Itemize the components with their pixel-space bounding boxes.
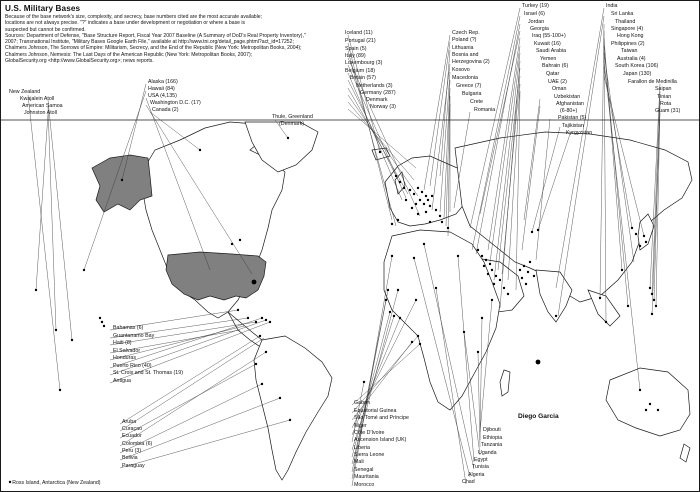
place-label: Guantanamo Bay [113,333,155,339]
place-label: Senegal [354,467,374,473]
place-label: Chad [462,479,475,485]
place-label: Norway (3) [370,104,396,110]
place-label: Bosnia and [452,52,479,58]
place-label: Denmark [366,97,388,103]
place-label: Bulgaria [462,91,482,97]
place-label: Japan (130) [623,71,652,77]
sources-line: Chalmers Johnson, The Sorrows of Empire: Militarism, Secrecy, and the End of the Republic (New York: Metropolitan Books, 2004); [5,45,302,52]
place-label: India [606,3,618,9]
place-label: New Zealand [9,89,41,95]
place-label: Kosovo [452,67,470,73]
place-label: Britain (57) [350,75,376,81]
place-label: Sierra Leone [354,452,385,458]
place-label: Niger [354,423,367,429]
place-label: Kuwait (16) [534,41,561,47]
place-label: South Korea (106) [615,63,659,69]
map-intro [5,14,345,64]
place-label: Mali [354,459,364,465]
place-label: Egypt [474,457,488,463]
place-label: Peru (3) [122,448,142,454]
place-label: Lithuania [452,45,474,51]
place-label: Guam (31) [655,108,681,114]
place-label: Colombia (6) [122,441,153,447]
new-zealand-land [680,444,690,462]
place-label: Morocco [354,482,375,488]
place-label: Jordan [528,19,545,25]
place-label: Iceland (11) [345,30,373,36]
place-label: Crete [470,99,483,105]
place-label: UAE (2) [548,79,567,85]
place-label: Kyrgyzstan [566,130,593,136]
place-label: Macedonia [452,75,478,81]
place-label: Washington D.C. (17) [150,100,201,106]
contiguous-us-shape [166,252,266,300]
intro-line: locations are not always precise. "?" indicates a base under development or negotiation or where a base is [5,20,246,27]
place-label: Curaçao [122,426,143,432]
southeast-asia-land [588,290,620,326]
place-label: Mauritania [354,474,379,480]
place-label: Tajikistan [562,123,584,129]
place-label: Kwajalein Atoll [20,96,55,102]
place-label: Canada (2) [152,107,179,113]
place-label: Ecuador [122,433,142,439]
place-label: Turkey (19) [522,3,549,9]
place-label: Iraq (55-100+) [532,33,566,39]
place-label: Oman [552,86,567,92]
place-label: Puerto Rico (40) [113,363,152,369]
place-label: El Salvador [113,348,141,354]
map-title: U.S. Military Bases [5,4,81,13]
place-label: Saudi Arabia [536,48,567,54]
place-label: Uzbekistan [554,94,581,100]
place-label: Greece (7) [456,83,482,89]
place-label: Antigua [113,378,131,384]
place-label: Qatar [546,71,560,77]
place-label: Aruba [122,419,137,425]
place-label: USA (4,135) [148,93,177,99]
place-label: Yemen [540,56,557,62]
australia-land [606,368,690,436]
place-label: St. Croix and St. Thomas (19) [113,370,183,376]
place-label: Romania [474,107,496,113]
place-label: Tinian [657,94,672,100]
place-label: Tunisia [472,464,489,470]
place-label: Algeria [468,472,485,478]
place-label: Herzegovina (2) [452,59,490,65]
south-america-land [254,336,332,480]
footnote-ross-island: • Ross Island, Antarctica (New Zealand) [9,480,101,486]
place-label: Farallon de Medinilla [628,79,677,85]
place-label: Afghanistan [556,101,584,107]
place-label: (6-80+) [560,108,578,114]
place-label: Netherlands (3) [356,83,393,89]
place-label: Rota [660,101,672,107]
alaska-shape [92,155,152,212]
place-label: Côte D'Ivoire [354,430,385,436]
place-label: Portugal (21) [345,38,376,44]
sources-line: GlobalSecurity.org <http://www.GlobalSecurity.org>; news reports. [5,58,154,65]
diego-garcia-label: Diego Garcia [518,413,559,420]
place-label: Haiti (8) [113,340,132,346]
place-label: Belgium (18) [345,68,376,74]
place-label: Tanzania [481,442,503,448]
place-label: Spain (5) [345,46,367,52]
place-label: Paraguay [122,463,145,469]
sources-line: 2007; Transnational Institute, "Military Bases Google Earth File," available at http://www.tni.org/detail_page.phtml?act_id=17252; [5,39,294,46]
place-label: Hong Kong [617,33,644,39]
place-label: Ascension Island (UK) [354,437,407,443]
place-label: Georgia [530,26,549,32]
place-label: Djibouti [483,427,501,433]
place-label: Taiwan [621,48,638,54]
place-label: Gabon [354,400,370,406]
place-label: Luxembourg (3) [345,60,383,66]
place-label: Alaska (166) [148,79,178,85]
place-label: Poland (?) [452,37,477,43]
place-label: Bolivia [122,455,138,461]
place-label: Uganda [478,450,497,456]
intro-line: suspected but cannot be confirmed. [5,26,86,33]
place-label: Liberia [354,445,370,451]
place-label: Singapore (4) [611,26,644,32]
place-label: Pakistan (5) [558,115,587,121]
place-label: Germany (287) [360,90,396,96]
place-label: Australia (4) [617,56,646,62]
place-label: Sri Lanka [611,11,634,17]
place-label: Ethiopia [483,435,503,441]
place-label: Honduras [113,355,136,361]
madagascar-land [500,370,510,396]
sources-line: Chalmers Johnson, Nemesis: The Last Days of the American Republic (New York: Metropolitan Books, 2007); [5,51,253,58]
place-label: Italy (89) [345,53,366,59]
place-label: Thailand [615,19,636,25]
place-label: American Samoa [22,103,63,109]
place-label: Israel (6) [524,11,545,17]
place-label: Hawaii (84) [148,86,175,92]
place-label: Johnston Atoll [24,110,57,116]
place-label: Saipan [655,86,672,92]
place-label: São Tomé and Príncipe [354,415,409,421]
place-label: Bahamas (6) [113,325,144,331]
place-label: Thule, Greenland [272,114,313,120]
place-label: (Denmark) [279,121,305,127]
intro-line: Because of the base network's size, complexity, and secrecy, base numbers cited are the most accurate available; [5,14,263,20]
place-label: Philippines (2) [611,41,645,47]
sources-line: Sources: Department of Defense, "Base Structure Report, Fiscal Year 2007 Baseline (A Summary of DoD's Real Property Inventory)," [5,32,306,39]
place-label: Czech Rep. [452,30,480,36]
place-label: Bahrain (6) [542,63,569,69]
place-label: Equatorial Guinea [354,408,397,414]
